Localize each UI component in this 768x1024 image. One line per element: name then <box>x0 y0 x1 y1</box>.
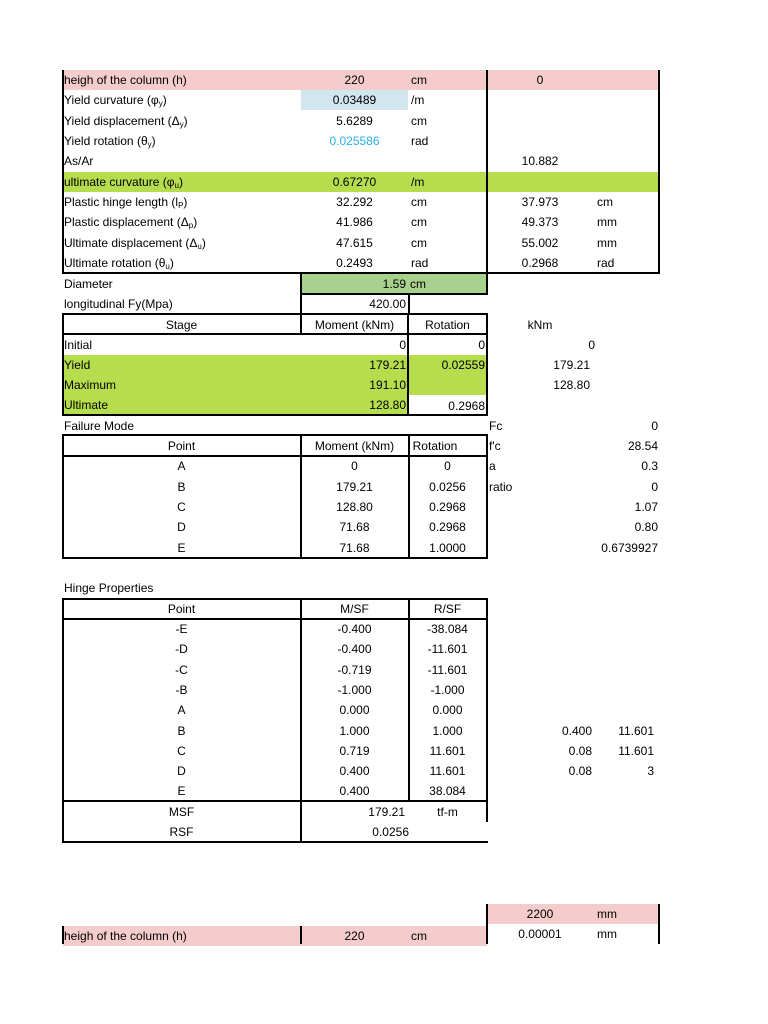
hinge-side-b: 11.601 <box>618 724 654 738</box>
plastic-hinge-length-extra-unit: cm <box>597 195 613 209</box>
hinge-side-a: 0.08 <box>568 744 592 758</box>
grid-line <box>62 926 64 944</box>
point-row-rotation: 0.2968 <box>429 520 466 534</box>
hinge-row-msf: -0.719 <box>337 663 372 677</box>
hinge-row-point: -C <box>175 663 188 677</box>
ultimate-displacement-label: Ultimate displacement $(\Delta_u)$ <box>64 236 206 251</box>
plastic-hinge-length-unit: cm <box>411 195 427 209</box>
param-value: 0.80 <box>634 520 658 534</box>
grid-line <box>300 313 302 333</box>
hinge-row-rsf: 38.084 <box>429 784 466 798</box>
stage-side-header: kNm <box>527 318 553 332</box>
stage-row-label: Yield <box>64 358 91 372</box>
yield-displacement-unit: cm <box>411 114 427 128</box>
point-row-rotation: 1.0000 <box>429 541 466 555</box>
hinge-row-rsf: 11.601 <box>429 764 466 778</box>
grid-line <box>408 598 410 802</box>
param-value: 1.07 <box>634 500 658 514</box>
hinge-row-rsf: 0.000 <box>432 703 463 717</box>
grid-line <box>62 333 488 335</box>
hinge-side-a: 0.08 <box>568 764 592 778</box>
grid-line <box>62 618 488 620</box>
stage-row-moment: 179.21 <box>369 358 406 372</box>
hinge-point-header: Point <box>167 602 196 616</box>
point-row-label: C <box>177 500 186 514</box>
point-row-moment: 128.80 <box>336 500 373 514</box>
grid-line <box>486 70 488 294</box>
grid-line <box>62 598 64 843</box>
hinge-side-b: 3 <box>647 764 654 778</box>
yield-displacement-label: Yield displacement $(\Delta_y)$ <box>64 114 188 129</box>
plastic-hinge-length-value: 32.292 <box>336 195 373 209</box>
point-row-moment: 0 <box>351 459 358 473</box>
stage-row-label: Initial <box>64 338 93 352</box>
hinge-row-msf: 0.000 <box>339 703 370 717</box>
grid-line <box>62 434 488 436</box>
yield-rotation-unit: rad <box>411 134 429 148</box>
height-unit: cm <box>411 73 427 87</box>
param-label: ratio <box>489 480 513 494</box>
stage-row-moment: 128.80 <box>369 398 406 412</box>
grid-line <box>62 313 488 315</box>
point-row-moment: 71.68 <box>339 520 370 534</box>
hinge-side-b: 11.601 <box>618 744 654 758</box>
param-value: 0 <box>651 480 658 494</box>
grid-line <box>62 70 64 273</box>
ultimate-curvature-label: ultimate curvature $(\varphi_u)$ <box>64 175 183 190</box>
param-label: Fc <box>489 419 503 433</box>
grid-line <box>62 313 64 416</box>
point-row-moment: 71.68 <box>339 541 370 555</box>
plastic-displacement-extra: 49.373 <box>521 215 559 229</box>
param-value: 0 <box>651 419 658 433</box>
grid-line <box>62 800 488 802</box>
stage-row-side: 0 <box>588 338 595 352</box>
bottom-height-label: heigh of the column (h) <box>64 929 187 943</box>
stage-moment-header: Moment (kNm) <box>314 318 395 332</box>
msf-unit: tf-m <box>437 805 458 819</box>
bottom-top-value: 2200 <box>526 907 554 921</box>
hinge-row-msf: -0.400 <box>337 622 372 636</box>
grid-line <box>486 598 488 822</box>
ultimate-displacement-unit: cm <box>411 236 427 250</box>
msf-label: MSF <box>168 805 195 819</box>
hinge-row-rsf: -38.084 <box>427 622 468 636</box>
stage-row-label: Ultimate <box>64 398 109 412</box>
grid-line <box>658 70 660 273</box>
hinge-msf-header: M/SF <box>340 602 369 616</box>
height-label: heigh of the column (h) <box>64 73 187 87</box>
hinge-row-point: C <box>177 744 186 758</box>
grid-line <box>62 414 488 416</box>
plastic-displacement-extra-unit: mm <box>597 215 617 229</box>
point-row-rotation: 0.2968 <box>429 500 466 514</box>
point-header: Point <box>167 439 196 453</box>
hinge-row-point: D <box>177 764 186 778</box>
ultimate-rotation-unit: rad <box>411 256 429 270</box>
grid-line <box>62 455 488 457</box>
grid-line <box>62 434 64 559</box>
grid-line <box>300 598 302 843</box>
ultimate-displacement-value: 47.615 <box>336 236 373 250</box>
grid-line <box>62 557 488 559</box>
hinge-title: Hinge Properties <box>64 581 154 595</box>
grid-line <box>658 904 660 944</box>
stage-row-side: 128.80 <box>553 378 590 392</box>
point-row-label: B <box>177 480 186 494</box>
grid-line <box>300 926 302 944</box>
hinge-side-a: 0.400 <box>561 724 592 738</box>
stage-row-rotation: 0 <box>478 338 485 352</box>
point-row-label: A <box>177 459 186 473</box>
hinge-row-msf: 0.400 <box>339 764 370 778</box>
plastic-displacement-label: Plastic displacement $(\Delta_p)$ <box>64 215 198 230</box>
param-label: a <box>489 459 496 473</box>
param-value: 0.6739927 <box>601 541 658 555</box>
stage-row-label: Maximum <box>64 378 117 392</box>
ultimate-rotation-extra: 0.2968 <box>521 256 559 270</box>
stage-row-moment: 191.10 <box>369 378 406 392</box>
bottom-top-unit: mm <box>597 907 617 921</box>
hinge-rsf-header: R/SF <box>433 602 462 616</box>
ultimate-displacement-extra: 55.002 <box>521 236 559 250</box>
grid-line <box>486 904 488 944</box>
rsf-value: 0.0256 <box>372 825 409 839</box>
rsf-label: RSF <box>169 825 194 839</box>
ultimate-rotation-value: 0.2493 <box>336 256 373 270</box>
yield-curvature-value: 0.03489 <box>332 93 377 107</box>
plastic-hinge-length-label: Plastic hinge length $(l_P)$ <box>64 195 188 210</box>
point-row-label: E <box>177 541 186 555</box>
param-value: 0.3 <box>641 459 658 473</box>
plastic-displacement-unit: cm <box>411 215 427 229</box>
grid-line <box>300 434 302 559</box>
grid-line <box>486 434 488 559</box>
grid-line <box>300 274 302 314</box>
msf-value: 179.21 <box>368 805 405 819</box>
hinge-row-point: -D <box>175 642 188 656</box>
bottom-height-value: 220 <box>344 929 365 943</box>
fy-label: longitudinal Fy(Mpa) <box>64 297 173 311</box>
plastic-hinge-length-extra: 37.973 <box>521 195 559 209</box>
stage-row-rotation: 0.02559 <box>441 358 485 372</box>
point-row-moment: 179.21 <box>336 480 373 494</box>
stage-rotation-header: Rotation <box>425 318 470 332</box>
grid-line <box>62 841 488 843</box>
hinge-row-point: E <box>177 784 186 798</box>
stage-row-moment: 0 <box>399 338 406 352</box>
hinge-row-rsf: 1.000 <box>432 724 463 738</box>
stage-row-side: 179.21 <box>553 358 590 372</box>
stage-header: Stage <box>165 318 198 332</box>
diameter-unit: cm <box>410 277 426 291</box>
hinge-row-point: A <box>177 703 186 717</box>
point-rotation-header: Rotation <box>412 439 458 453</box>
hinge-row-point: B <box>177 724 186 738</box>
point-row-rotation: 0 <box>444 459 451 473</box>
ultimate-rotation-extra-unit: rad <box>597 256 615 270</box>
height-value: 220 <box>344 73 365 87</box>
hinge-row-rsf: -1.000 <box>430 683 465 697</box>
grid-line <box>407 313 409 416</box>
asar-value: 10.882 <box>521 154 559 168</box>
hinge-row-msf: 0.719 <box>339 744 370 758</box>
hinge-row-point: -E <box>175 622 188 636</box>
ultimate-curvature-unit: /m <box>411 175 425 189</box>
grid-line <box>300 293 488 295</box>
failure-mode-label: Failure Mode <box>64 419 135 433</box>
bottom-small-unit: mm <box>597 927 617 941</box>
yield-displacement-value: 5.6289 <box>336 114 373 128</box>
yield-rotation-value: 0.025586 <box>329 134 380 148</box>
hinge-row-rsf: -11.601 <box>427 642 468 656</box>
hinge-row-rsf: 11.601 <box>429 744 466 758</box>
hinge-row-point: -B <box>175 683 188 697</box>
yield-rotation-label: Yield rotation $(\theta_y)$ <box>64 134 156 149</box>
hinge-row-rsf: -11.601 <box>427 663 468 677</box>
hinge-row-msf: -1.000 <box>337 683 372 697</box>
ultimate-rotation-label: Ultimate rotation $(\theta_u)$ <box>64 256 174 271</box>
grid-line <box>408 434 410 559</box>
grid-line <box>408 294 410 314</box>
height-extra: 0 <box>536 73 544 87</box>
grid-line <box>486 313 488 416</box>
ultimate-displacement-extra-unit: mm <box>597 236 617 250</box>
param-value: 28.54 <box>627 439 658 453</box>
grid-line <box>62 598 488 600</box>
asar-label: As/Ar <box>64 154 94 168</box>
hinge-row-msf: 0.400 <box>339 784 370 798</box>
yield-curvature-label: Yield curvature $(\varphi_y)$ <box>64 93 167 108</box>
plastic-displacement-value: 41.986 <box>336 215 373 229</box>
hinge-row-msf: 1.000 <box>339 724 370 738</box>
fy-value: 420.00 <box>369 297 406 311</box>
hinge-row-msf: -0.400 <box>337 642 372 656</box>
param-label: f'c <box>489 439 501 453</box>
grid-line <box>62 272 660 274</box>
bottom-small-value: 0.00001 <box>518 927 562 941</box>
ultimate-curvature-value: 0.67270 <box>332 175 377 189</box>
point-moment-header: Moment (kNm) <box>314 439 395 453</box>
diameter-label: Diameter <box>64 277 113 291</box>
stage-row-rotation: 0.2968 <box>448 399 485 413</box>
bottom-height-unit: cm <box>411 929 427 943</box>
point-row-label: D <box>177 520 186 534</box>
stage-rows-highlight-3 <box>408 375 487 395</box>
diameter-value: 1.59 <box>382 277 406 291</box>
point-row-rotation: 0.0256 <box>429 480 466 494</box>
yield-curvature-unit: /m <box>411 93 425 107</box>
